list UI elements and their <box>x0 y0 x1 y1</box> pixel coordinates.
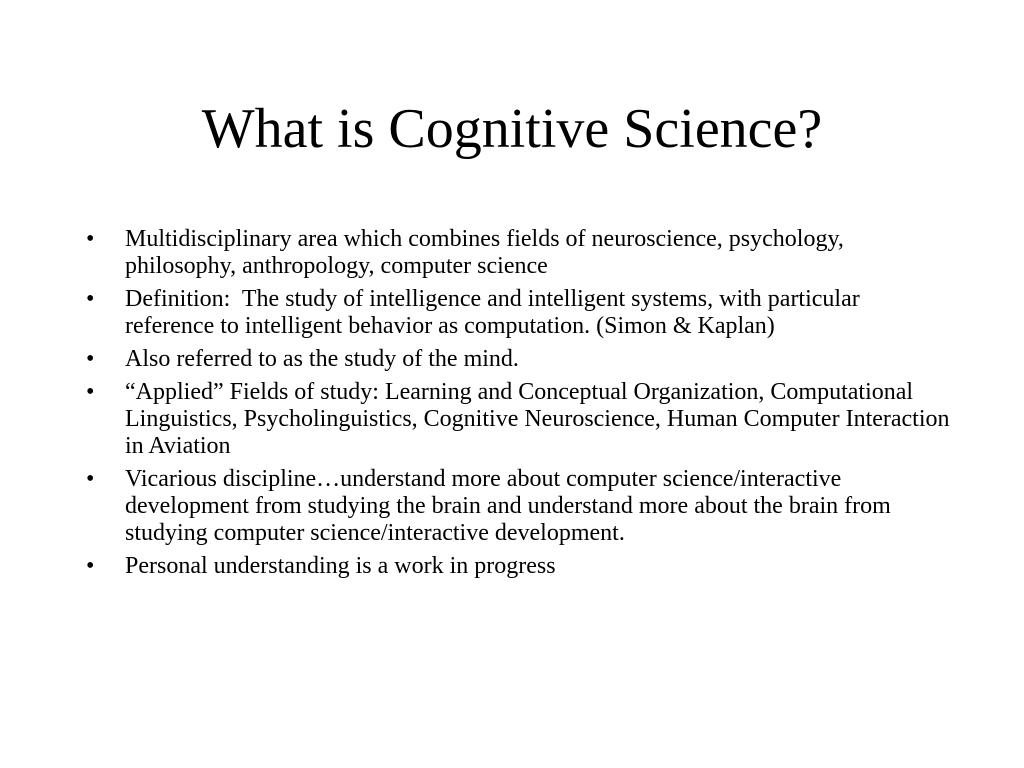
bullet-text: “Applied” Fields of study: Learning and Conceptual Organization, Computational Linguistics, Psycholinguistics, Cognitive Neuroscience, Human Computer Interaction in Aviation <box>125 379 950 459</box>
slide-title: What is Cognitive Science? <box>201 98 823 160</box>
bullet-text: Also referred to as the study of the mind. <box>125 346 519 372</box>
bullet-icon: • <box>86 553 95 579</box>
bullet-icon: • <box>86 346 95 372</box>
bullet-icon: • <box>86 286 95 312</box>
bullet-text: Personal understanding is a work in progress <box>125 553 556 579</box>
bullet-item <box>84 346 954 373</box>
bullet-item <box>84 466 954 547</box>
bullet-text: Definition: The study of intelligence and intelligent systems, with particular reference to intelligent behavior as computation. (Simon & Kaplan) <box>125 286 860 339</box>
bullet-item <box>84 286 954 340</box>
bullet-item <box>84 553 954 580</box>
bullet-text: Vicarious discipline…understand more about computer science/interactive development from studying the brain and understand more about the brain from studying computer science/interactive development. <box>125 466 891 546</box>
bullet-list <box>84 226 954 586</box>
bullet-item <box>84 379 954 460</box>
bullet-icon: • <box>86 226 95 252</box>
bullet-item <box>84 226 954 280</box>
bullet-text: Multidisciplinary area which combines fields of neuroscience, psychology, philosophy, anthropology, computer science <box>125 226 844 279</box>
bullet-icon: • <box>86 466 95 492</box>
bullet-icon: • <box>86 379 95 405</box>
